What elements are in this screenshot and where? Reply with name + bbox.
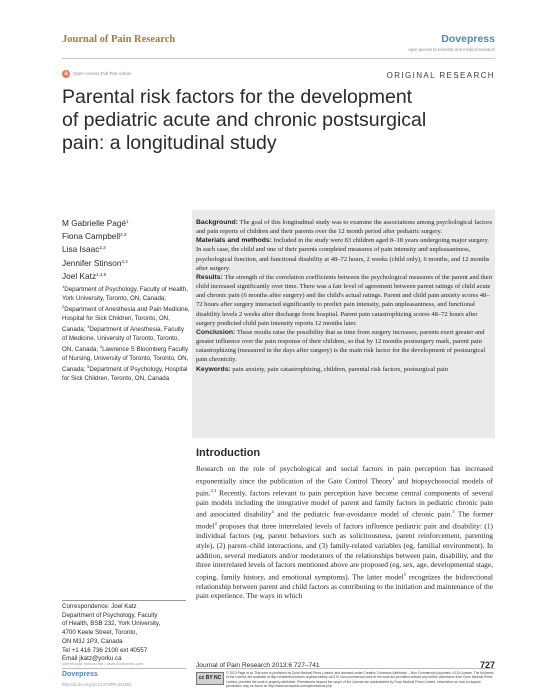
author-list bbox=[62, 216, 182, 282]
author[interactable]: M Gabrielle Pagé$^1$ bbox=[62, 218, 129, 228]
abstract-conclusion: Conclusion: These results raise the possibility that as time from surgery increases, parents exert greater and greater influence over the pain response of their children, so that by 12 months postsurgery mark, parent pain catastrophizing (measured in the days after surgery) is the main risk factor for the development of postsurgical pain chronicity. bbox=[196, 328, 486, 364]
section-heading: Introduction bbox=[196, 447, 261, 459]
author[interactable]: Fiona Campbell$^{2,3}$ bbox=[62, 231, 127, 242]
title-line: Parental risk factors for the development bbox=[62, 86, 413, 108]
submit-manuscript-link[interactable]: submit your manuscript | www.dovepress.com bbox=[62, 661, 144, 666]
abstract bbox=[196, 218, 493, 374]
journal-name: Journal of Pain Research bbox=[62, 34, 176, 45]
page-number: 727 bbox=[479, 660, 495, 670]
correspondence-divider bbox=[62, 600, 186, 601]
citation: Journal of Pain Research 2013:6 727–741 bbox=[196, 662, 320, 669]
creative-commons-icon: cc BY NC bbox=[196, 672, 224, 685]
abstract-results: Results: The strength of the correlation coefficients between the psychological measures of the parent and their child increased significantly over time. There was a fair level of agreement between parent ratings of child acute and chronic pain (6 months after surgery) and the child's actual ratings. Parent and child pain anxiety scores 48–72 hours after surgery interacted significantly to predict pain intensity, pain unpleasantness, and functional disability levels 2 weeks after discharge from hospital. Parent pain catastrophizing scores 48–72 hours after surgery predicted child pain intensity reports 12 months later. bbox=[196, 273, 493, 327]
open-access-icon: a bbox=[62, 70, 70, 78]
article-type: ORIGINAL RESEARCH bbox=[386, 71, 495, 80]
article-title bbox=[62, 86, 482, 155]
title-line: pain: a longitudinal study bbox=[62, 132, 277, 154]
footer-publisher-logo[interactable]: Dovepress bbox=[62, 671, 98, 678]
publisher-logo[interactable]: Dovepress bbox=[441, 33, 495, 45]
doi-link[interactable]: http://dx.doi.org/10.2147/JPR.S51691 bbox=[62, 682, 132, 687]
author[interactable]: Joel Katz$^{1,3,5}$ bbox=[62, 270, 107, 281]
license-text: © 2013 Pagé et al. This work is published by Dove Medical Press Limited, and licensed under Creative Commons Attribution – Non Commercial (unported, v3.0) License. The full terms of the License are available at http://creativecommons.org/licenses/by-nc/3.0/. Non-commercial uses of the work are permitted without any further permission from Dove Medical Press Limited, provided the work is properly attributed. Permissions beyond the scope of the License are administered by Dove Medical Press Limited. Information on how to request permission may be found at: http://www.dovepress.com/permissions.php bbox=[226, 671, 494, 689]
affiliations: $^1$Department of Psychology, Faculty of Health, York University, Toronto, ON, Canada; $^2$Department of Anesthesia and Pain Medicine, Hospital for Sick Children, Toronto, ON, Canada; $^3$Department of Anesthesia, Faculty of Medicine, University of Toronto, Toronto, ON, Canada; $^4$Lawrence S Bloomberg Faculty of Nursing, University of Toronto, Toronto, ON, Canada; $^5$Department of Psychology, Hospital for Sick Children, Toronto, ON, Canada bbox=[62, 284, 190, 382]
abstract-keywords: Keywords: pain anxiety, pain catastrophizing, children, parental risk factors, postsurgical pain bbox=[196, 365, 449, 373]
open-access-label: Open Access Full Text Article bbox=[73, 71, 131, 76]
correspondence: Correspondence: Joel Katz Department of Psychology, Faculty of Health, BSB 232, York University, 4700 Keele Street, Toronto, ON M3J 1P3, Canada Tel +1 416 736 2100 ext 40557 Email jkatz@yorku.ca bbox=[62, 603, 190, 664]
intro-paragraph: Research on the role of psychological and social factors in pain perception has increased exponentially since the publication of the Gate Control Theory$^1$ and biopsychosocial models of pain.$^{2,3}$ Recently, factors relevant to pain perception have become central components of several pain models including the integrative model of parent and family factors in pediatric chronic pain and associated disability$^4$ and the pediatric fear-avoidance model of chronic pain.$^5$ The former model$^4$ proposes that three interrelated levels of factors influence pediatric pain and disability: (1) individual factors (eg, parent behaviors such as solicitousness, parent reinforcement, parenting style), (2) parent–child interactions, and (3) family-related variables (eg, familial environment). In addition, several mediators and/or moderators of the relationships between pain, disability, and the three interrelated levels of factors mentioned above are proposed (eg, sex, age, developmental stage, coping, family history, and emotional symptoms). The latter model$^5$ recognizes the bidirectional relationship between parent and child factors as contributing to the initiation and maintenance of the pain experience. The ways in which bbox=[196, 464, 494, 601]
header-divider bbox=[62, 58, 495, 59]
abstract-methods: Materials and methods: Included in the study were 83 children aged 8–18 years undergoing major surgery. In each case, the child and one of their parents completed measures of pain intensity and unpleasantness, psychological function, and functional disability at 48–72 hours, 2 weeks (child only), 6 months, and 12 months after surgery. bbox=[196, 237, 490, 272]
email-link[interactable]: Email jkatz@yorku.ca bbox=[62, 655, 122, 663]
abstract-background: Background: The goal of this longitudinal study was to examine the associations among psychological factors and pain reports of children and their parents over the 12 month period after pediatric surgery. bbox=[196, 219, 493, 236]
footer-divider bbox=[62, 668, 186, 669]
author[interactable]: Lisa Isaac$^{2,3}$ bbox=[62, 244, 106, 255]
title-line: of pediatric acute and chronic postsurgical bbox=[62, 109, 427, 131]
author[interactable]: Jennifer Stinson$^{2,4}$ bbox=[62, 257, 128, 268]
publisher-tagline: open access to scientific and medical research bbox=[408, 47, 495, 52]
